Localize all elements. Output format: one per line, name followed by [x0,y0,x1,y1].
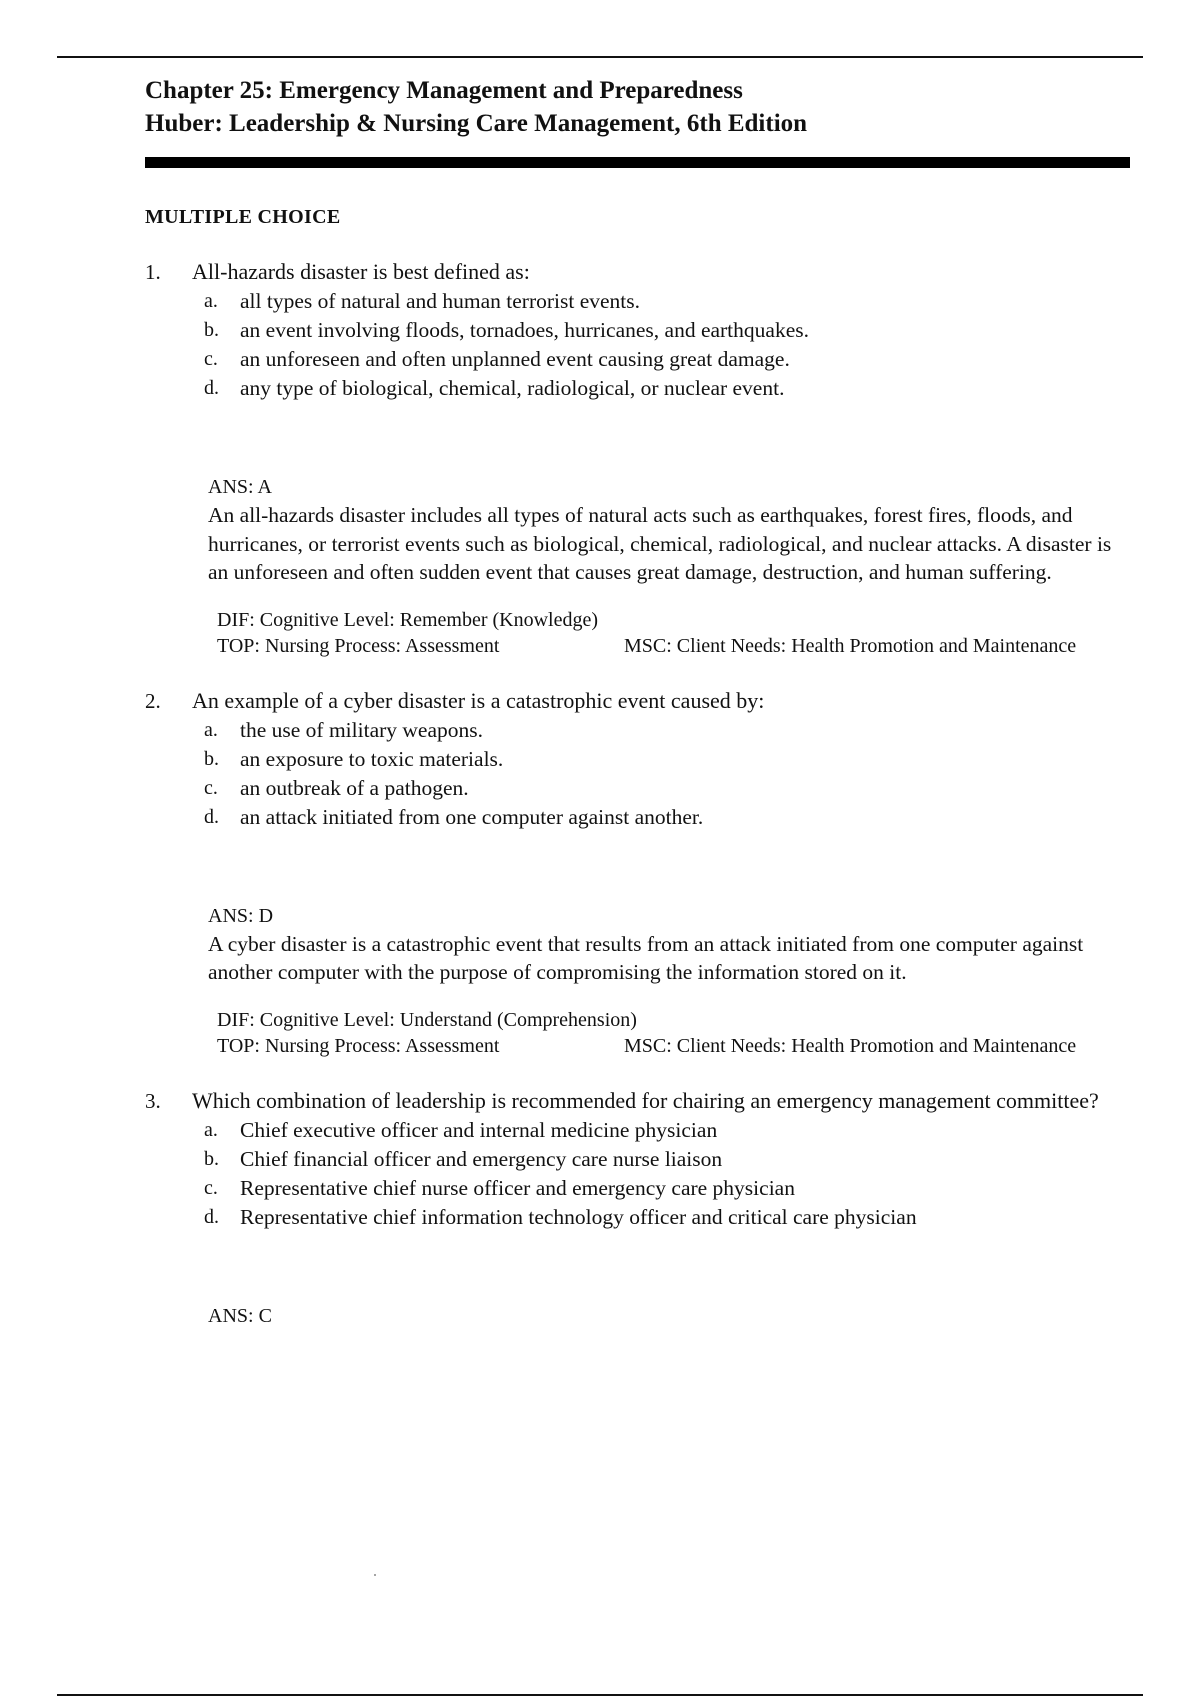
rationale-text: A cyber disaster is a catastrophic event that results from an attack initiated from one computer against another computer with the purpose of compromising the information stored on it. [208,931,1084,984]
option-letter: d. [204,805,219,828]
option-text: Representative chief information technology officer and critical care physician [240,1204,917,1229]
question-metadata [217,1007,1130,1059]
option-letter: c. [204,1176,218,1199]
option-text: an exposure to toxic materials. [240,746,504,771]
option-c [204,774,1130,803]
option-c [204,345,1130,374]
option-b [204,745,1130,774]
bottom-page-rule [57,1694,1143,1696]
difficulty-label: DIF: Cognitive Level: Remember (Knowledge) [217,608,599,631]
option-list [204,287,1130,403]
answer-key: ANS: D [208,904,274,927]
option-text: all types of natural and human terrorist events. [240,289,641,313]
answer-block [208,473,1130,659]
option-letter: a. [204,718,218,741]
option-letter: c. [204,776,218,799]
top-page-rule [57,56,1143,58]
option-d [204,1203,1130,1232]
section-heading: MULTIPLE CHOICE [145,206,341,228]
answer-key: ANS: C [208,1304,272,1327]
stray-dot [374,1574,376,1576]
answer-block [208,902,1130,1059]
option-b [204,1145,1130,1174]
option-letter: d. [204,1205,219,1228]
answer-block [208,1302,1130,1330]
question-number: 3. [145,1088,161,1113]
question-number: 2. [145,688,161,713]
question-3 [145,1087,1130,1330]
topic-label: TOP: Nursing Process: Assessment [217,1034,500,1057]
question-stem: An example of a cyber disaster is a catastrophic event caused by: [192,687,765,713]
metadata-row [217,633,1130,659]
document-body [145,74,1130,1330]
option-text: the use of military weapons. [240,717,484,742]
question-stem: All-hazards disaster is best defined as: [192,259,530,284]
option-text: Representative chief nurse officer and emergency care physician [240,1175,795,1200]
option-letter: a. [204,1118,218,1141]
option-letter: b. [204,1147,219,1170]
chapter-title-line: Chapter 25: Emergency Management and Preparedness [145,77,743,104]
option-letter: b. [204,319,219,341]
option-text: an outbreak of a pathogen. [240,775,469,800]
book-title-line: Huber: Leadership & Nursing Care Management, 6th Edition [145,110,808,137]
option-letter: a. [204,290,218,312]
metadata-row [217,1033,1130,1059]
option-d [204,374,1130,403]
option-a [204,716,1130,745]
option-list [204,716,1130,832]
option-d [204,803,1130,832]
option-a [204,1116,1130,1145]
difficulty-label: DIF: Cognitive Level: Understand (Comprehension) [217,1008,637,1031]
question-1 [145,258,1130,659]
rationale-text: An all-hazards disaster includes all types of natural acts such as earthquakes, forest fires, floods, and hurricanes, or terrorist events such as biological, chemical, radiological, and nuclear attacks. A disaster is an unforeseen and often sudden event that causes great damage, destruction, and human suffering. [208,503,1112,584]
option-text: Chief financial officer and emergency care nurse liaison [240,1146,723,1171]
question-stem: Which combination of leadership is recommended for chairing an emergency management committee? [192,1087,1099,1113]
option-text: any type of biological, chemical, radiological, or nuclear event. [240,376,785,400]
option-b [204,316,1130,345]
option-text: an unforeseen and often unplanned event causing great damage. [240,347,790,371]
client-needs-label: MSC: Client Needs: Health Promotion and Maintenance [624,1034,1077,1057]
option-text: Chief executive officer and internal medicine physician [240,1117,718,1142]
option-letter: b. [204,747,219,770]
client-needs-label: MSC: Client Needs: Health Promotion and Maintenance [624,634,1077,657]
option-c [204,1174,1130,1203]
header-divider [145,157,1130,168]
option-letter: d. [204,377,219,399]
question-number: 1. [145,260,161,284]
option-text: an event involving floods, tornadoes, hurricanes, and earthquakes. [240,318,809,342]
question-2 [145,687,1130,1059]
option-a [204,287,1130,316]
topic-label: TOP: Nursing Process: Assessment [217,634,500,657]
chapter-title [145,74,1130,140]
option-text: an attack initiated from one computer against another. [240,804,704,829]
option-letter: c. [204,348,218,370]
answer-key: ANS: A [208,476,272,498]
option-list [204,1116,1130,1232]
question-metadata [217,607,1130,659]
